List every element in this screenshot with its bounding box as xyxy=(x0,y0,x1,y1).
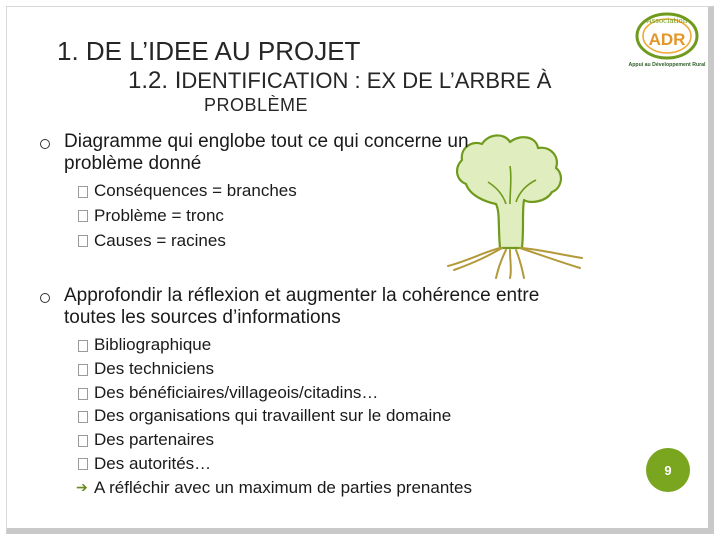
checkbox-icon xyxy=(78,411,88,423)
bullet-circle-icon xyxy=(40,293,50,303)
subtitle-lead: 1.2. I xyxy=(128,67,182,94)
adr-logo xyxy=(622,6,712,78)
bullet-text xyxy=(64,131,469,175)
checkbox-icon xyxy=(78,435,88,447)
sub-item: Causes = racines xyxy=(94,231,226,250)
sub-item: Bibliographique xyxy=(94,335,212,354)
sub-item: Des organisations qui travaillent sur le domaine xyxy=(94,406,452,425)
logo-acronym: ADR xyxy=(648,30,686,49)
checkbox-icon xyxy=(78,186,88,198)
bullet-line: problème donné xyxy=(64,153,202,174)
checkbox-icon xyxy=(78,388,88,400)
checkbox-icon xyxy=(78,235,88,247)
checkbox-icon xyxy=(78,458,88,470)
bullet-line: Diagramme qui englobe tout ce qui concerne un xyxy=(64,131,469,152)
subtitle-rest: DENTIFICATION : EX DE L’ARBRE À xyxy=(181,68,552,93)
sub-item: Problème = tronc xyxy=(94,206,224,225)
logo-bottom-text: Appui au Développement Rural xyxy=(628,62,706,68)
sub-item: Conséquences = branches xyxy=(94,181,297,200)
sub-item: Des techniciens xyxy=(94,359,215,378)
sub-item: Des partenaires xyxy=(94,430,215,449)
slide-title: 1. DE L’IDEE AU PROJET xyxy=(57,36,361,66)
arrow-right-icon: ➔ xyxy=(76,479,88,495)
slide-subtitle-line2: PROBLÈME xyxy=(204,95,309,115)
bullet-line: toutes les sources d’informations xyxy=(64,307,341,328)
bullet-line: Approfondir la réflexion et augmenter la cohérence entre xyxy=(64,285,540,306)
conclusion-item: A réfléchir avec un maximum de parties prenantes xyxy=(94,478,472,497)
logo-top-text: Association xyxy=(646,17,688,25)
checkbox-icon xyxy=(78,364,88,376)
tree-shape xyxy=(457,135,561,248)
slide-subtitle xyxy=(128,67,551,95)
checkbox-icon xyxy=(78,210,88,222)
bullet-text xyxy=(64,285,539,329)
sub-item: Des bénéficiaires/villageois/citadins… xyxy=(94,383,379,402)
checkbox-icon xyxy=(78,340,88,352)
page-number-badge: 9 xyxy=(646,448,690,492)
bullet-circle-icon xyxy=(40,139,50,149)
sub-item: Des autorités… xyxy=(94,454,212,473)
